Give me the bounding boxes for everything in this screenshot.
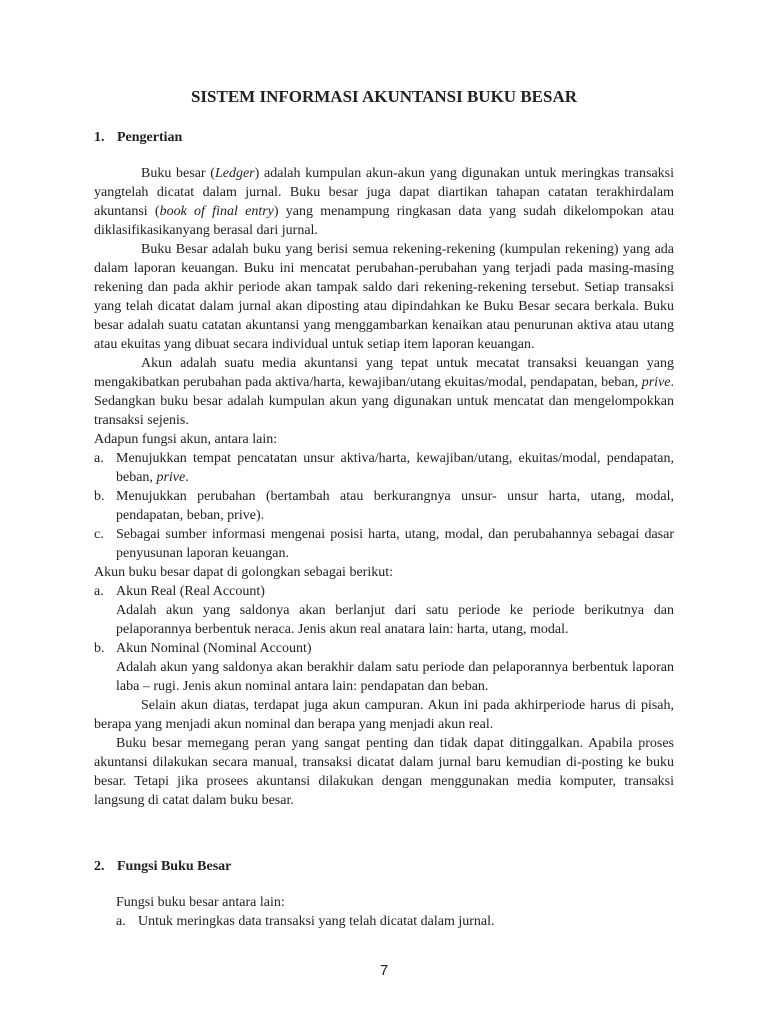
list-marker: a.: [94, 584, 104, 599]
paragraph-akun-campuran: [94, 696, 674, 734]
list-marker: c.: [94, 527, 104, 542]
page-number: 7: [379, 962, 389, 979]
golongan-intro: Akun buku besar dapat di golongkan sebagai berikut:: [94, 565, 393, 580]
section-1-number: 1.: [94, 130, 105, 145]
italic-text: prive: [156, 470, 186, 485]
fungsi-akun-list: [94, 449, 674, 563]
italic-text: prive: [641, 375, 671, 390]
text-span: . Sedangkan buku besar adalah kumpulan akun yang digunakan untuk mencatat dan mengelompokkan transaksi sejenis.: [94, 375, 674, 428]
text-span: Akun adalah suatu media akuntansi yang tepat untuk mecatat transaksi keuangan yang mengakibatkan perubahan pada aktiva/harta, kewajiban/utang ekuitas/modal, pendapatan, beban,: [94, 356, 674, 390]
list-item: [94, 449, 674, 487]
list-marker: a.: [116, 914, 126, 929]
italic-text: Ledger: [214, 166, 255, 181]
italic-text: book of final entry: [159, 204, 274, 219]
list-item: [94, 639, 674, 658]
list-item-text: Menujukkan tempat pencatatan unsur aktiva/harta, kewajiban/utang, ekuitas/modal, pendapatan, beban,: [116, 451, 674, 485]
section-2-number: 2.: [94, 859, 105, 874]
list-item: [94, 525, 674, 563]
list-item-description: Adalah akun yang saldonya akan berlanjut dari satu periode ke periode berikutnya dan pelaporannya berbentuk neraca. Jenis akun real anatara lain: harta, utang, modal.: [116, 603, 674, 637]
fungsi-buku-besar-intro: Fungsi buku besar antara lain:: [116, 895, 285, 910]
list-item-text: Untuk meringkas data transaksi yang telah dicatat dalam jurnal.: [138, 914, 495, 929]
list-marker: b.: [94, 489, 105, 504]
list-item-title: Akun Real (Real Account): [116, 584, 265, 599]
list-item-title: Akun Nominal (Nominal Account): [116, 641, 312, 656]
text-span: Buku besar (: [141, 166, 215, 181]
section-2-heading: [94, 857, 231, 876]
paragraph-buku-besar: Buku Besar adalah buku yang berisi semua rekening-rekening (kumpulan rekening) yang ada dalam laporan keuangan. Buku ini mencatat perubahan-perubahan yang terjadi pada masing-masing rekening dan pada akhir periode akan tampak saldo dari rekening-rekening tersebut. Setiap transaksi yang telah dicatat dalam jurnal akan diposting atau dipindahkan ke Buku Besar secara berkala. Buku besar adalah suatu catatan akuntansi yang menggambarkan kenaikan atau penurunan aktiva atau utang atau ekuitas yang dibuat secara individual untuk setiap item laporan keuangan.: [94, 242, 674, 352]
fungsi-akun-intro: Adapun fungsi akun, antara lain:: [94, 432, 278, 447]
list-marker: a.: [94, 451, 104, 466]
paragraph-akun: [94, 354, 674, 430]
list-item: [94, 487, 674, 525]
list-item-text: Menujukkan perubahan (bertambah atau berkurangnya unsur- unsur harta, utang, modal, pendapatan, beban, prive).: [116, 489, 674, 523]
section-2-body: [94, 893, 674, 931]
section-1-heading: [94, 128, 182, 147]
list-item-description: Adalah akun yang saldonya akan berakhir dalam satu periode dan pelaporannya berbentuk laporan laba – rugi. Jenis akun nominal antara lain: pendapatan dan beban.: [116, 660, 674, 694]
section-1-title: Pengertian: [117, 130, 183, 145]
fungsi-buku-besar-list: [94, 912, 674, 931]
text-span: Selain akun diatas, terdapat juga akun campuran. Akun ini pada akhirperiode harus di pisah, berapa yang menjadi akun nominal dan berapa yang menjadi akun real.: [94, 698, 674, 732]
section-2-title: Fungsi Buku Besar: [117, 859, 232, 874]
list-item: [94, 582, 674, 601]
list-item: [116, 912, 674, 931]
paragraph-ledger-definition: [94, 164, 674, 240]
list-item-text: Sebagai sumber informasi mengenai posisi harta, utang, modal, dan perubahannya sebagai dasar penyusunan laporan keuangan.: [116, 527, 674, 561]
list-item-tail: .: [185, 470, 189, 485]
section-1-body: [94, 164, 674, 810]
paragraph-peran-buku-besar: Buku besar memegang peran yang sangat penting dan tidak dapat ditinggalkan. Apabila proses akuntansi dilakukan secara manual, transaksi dicatat dalam jurnal baru kemudian di-posting ke buku besar. Tetapi jika prosees akuntansi dilakukan dengan menggunakan media komputer, transaksi langsung di catat dalam buku besar.: [94, 736, 674, 808]
list-marker: b.: [94, 641, 105, 656]
text-span: ) adalah kumpulan akun-akun yang digunakan untuk meringkas transaksi yangtelah dicatat dalam jurnal. Buku besar juga dapat diartikan tahapan catatan terakhirdalam akuntansi (: [94, 166, 675, 219]
document-title: SISTEM INFORMASI AKUNTANSI BUKU BESAR: [190, 87, 578, 106]
golongan-akun-list: [94, 582, 674, 696]
text-span: ) yang menampung ringkasan data yang sudah dikelompokan atau diklasifikasikanyang berasal dari jurnal.: [94, 204, 674, 238]
